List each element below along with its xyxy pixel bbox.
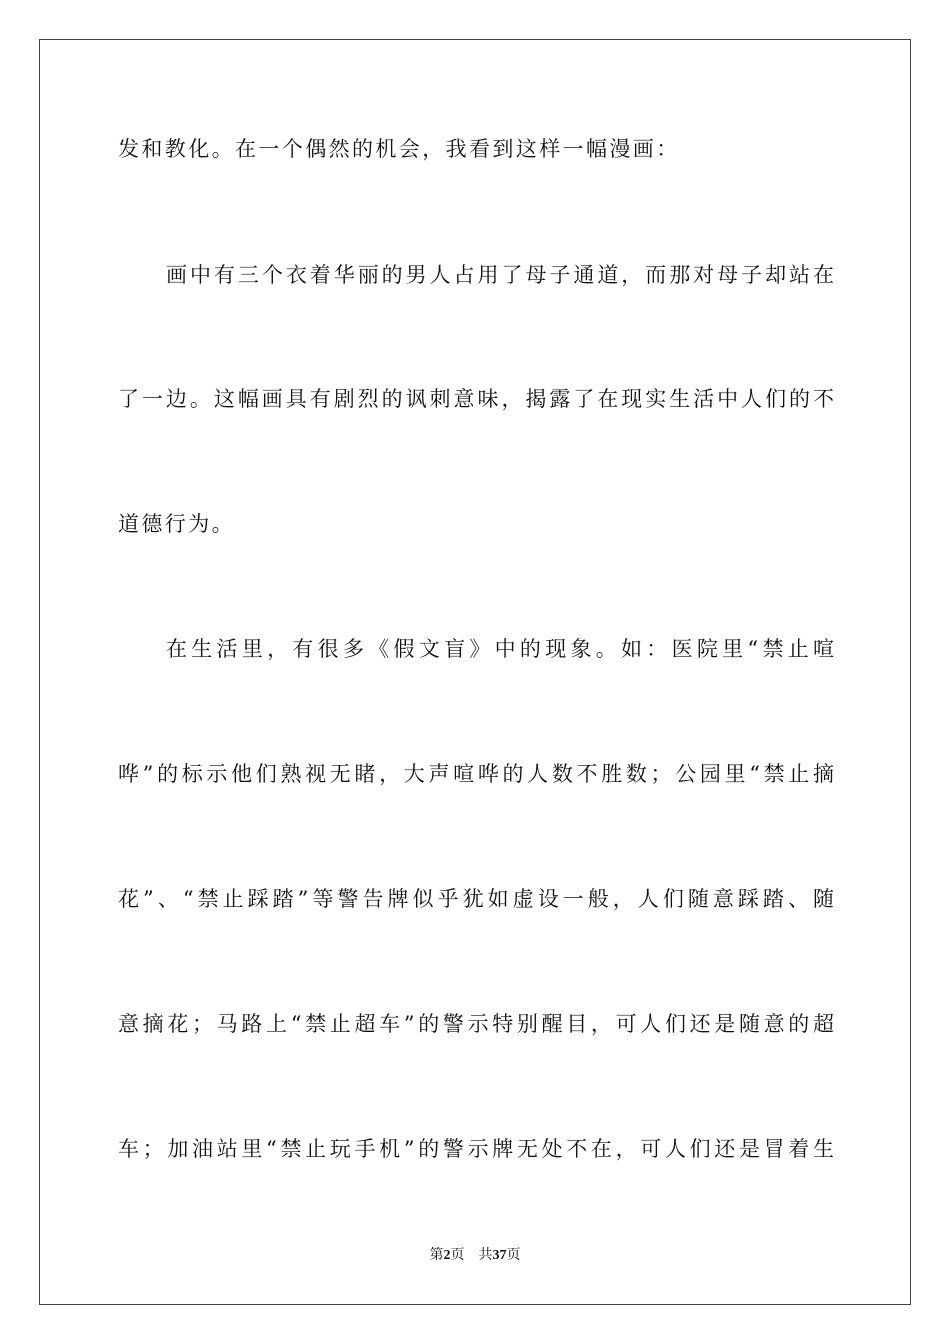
page-footer: [0, 1246, 950, 1266]
page-suffix: 页: [450, 1248, 465, 1263]
body-text-line-1: 发和教化。在一个偶然的机会，我看到这样一幅漫画：: [118, 137, 680, 161]
page-prefix: 第: [429, 1248, 444, 1263]
total-pages: 37: [492, 1248, 507, 1263]
body-text-line-8: 意摘花；马路上“禁止超车”的警示特别醒目，可人们还是随意的超: [118, 1012, 834, 1036]
total-suffix: 页: [506, 1248, 521, 1263]
body-text-line-7: 花”、“禁止踩踏”等警告牌似乎犹如虚设一般，人们随意踩踏、随: [118, 887, 834, 911]
total-prefix: 共: [478, 1248, 493, 1263]
body-text-line-2: 画中有三个衣着华丽的男人占用了母子通道，而那对母子却站在: [166, 263, 834, 287]
body-text-line-4: 道德行为。: [118, 512, 235, 536]
body-text-line-3: 了一边。这幅画具有剧烈的讽刺意味，揭露了在现实生活中人们的不: [118, 387, 834, 411]
body-text-line-6: 哗”的标示他们熟视无睹，大声喧哗的人数不胜数；公园里“禁止摘: [118, 762, 834, 786]
body-text-line-5: 在生活里，有很多《假文盲》中的现象。如：医院里“禁止喧: [166, 637, 834, 661]
page-number: 2: [443, 1248, 451, 1263]
body-text-line-9: 车；加油站里“禁止玩手机”的警示牌无处不在，可人们还是冒着生: [118, 1137, 834, 1161]
page-border: [39, 39, 911, 1305]
